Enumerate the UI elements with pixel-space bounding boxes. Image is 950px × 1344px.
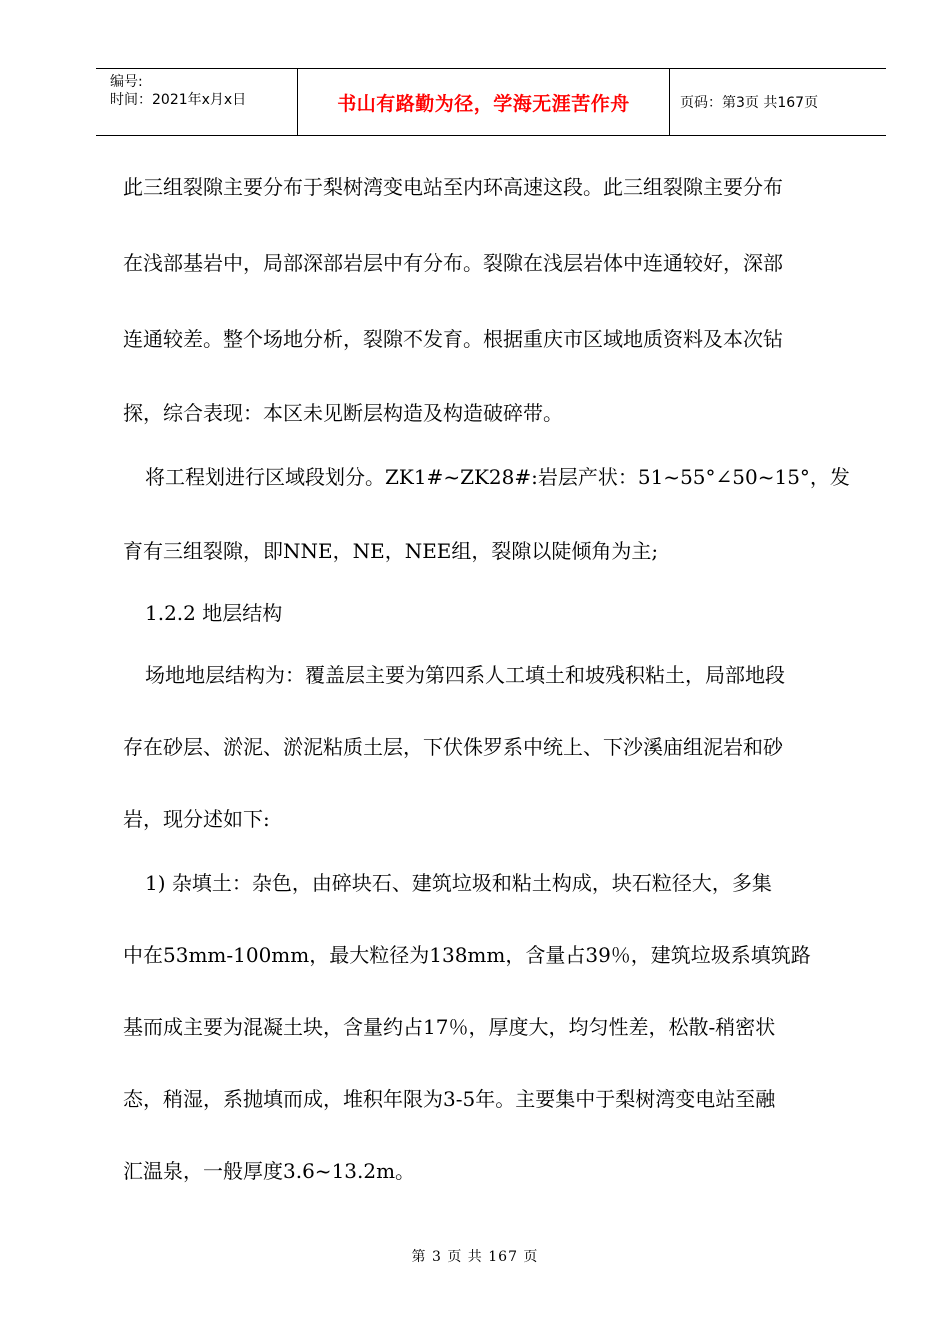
- text-line: 1) 杂填土：杂色，由碎块石、建筑垃圾和粘土构成，块石粒径大，多集: [145, 871, 772, 895]
- document-body: [123, 168, 858, 1190]
- time-label: 时间：2021年x月x日: [110, 92, 247, 108]
- header-page-info: 页码：第3页 共167页: [680, 95, 819, 111]
- text-line: 将工程划进行区域段划分。ZK1#~ZK28#:岩层产状：51~55°∠50~15°，发: [145, 465, 850, 489]
- text-line: 育有三组裂隙，即NNE，NE，NEE组，裂隙以陡倾角为主;: [123, 539, 659, 563]
- text-line: 存在砂层、淤泥、淤泥粘质土层，下伏侏罗系中统上、下沙溪庙组泥岩和砂: [123, 735, 783, 759]
- text-line: 中在53mm-100mm，最大粒径为138mm，含量占39％，建筑垃圾系填筑路: [123, 943, 811, 967]
- text-line: 汇温泉，一般厚度3.6~13.2m。: [123, 1159, 416, 1183]
- text-line: 连通较差。整个场地分析，裂隙不发育。根据重庆市区域地质资料及本次钻: [123, 327, 783, 351]
- doc-number-label: 编号:: [110, 74, 143, 90]
- text-line: 场地地层结构为：覆盖层主要为第四系人工填土和坡残积粘土，局部地段: [145, 663, 785, 687]
- page-header: [96, 68, 886, 136]
- section-heading: 1.2.2 地层结构: [145, 601, 283, 625]
- header-meta: [96, 69, 298, 135]
- page-footer: 第 3 页 共 167 页: [411, 1249, 539, 1265]
- text-line: 态，稍湿，系抛填而成，堆积年限为3-5年。主要集中于梨树湾变电站至融: [123, 1087, 776, 1111]
- header-motto: 书山有路勤为径，学海无涯苦作舟: [298, 69, 670, 135]
- text-line: 在浅部基岩中，局部深部岩层中有分布。裂隙在浅层岩体中连通较好，深部: [123, 251, 783, 275]
- text-line: 探，综合表现：本区未见断层构造及构造破碎带。: [123, 401, 563, 425]
- text-line: 岩，现分述如下:: [123, 807, 270, 831]
- text-line: 基而成主要为混凝土块，含量约占17％，厚度大，均匀性差，松散-稍密状: [123, 1015, 776, 1039]
- text-line: 此三组裂隙主要分布于梨树湾变电站至内环高速这段。此三组裂隙主要分布: [123, 175, 783, 199]
